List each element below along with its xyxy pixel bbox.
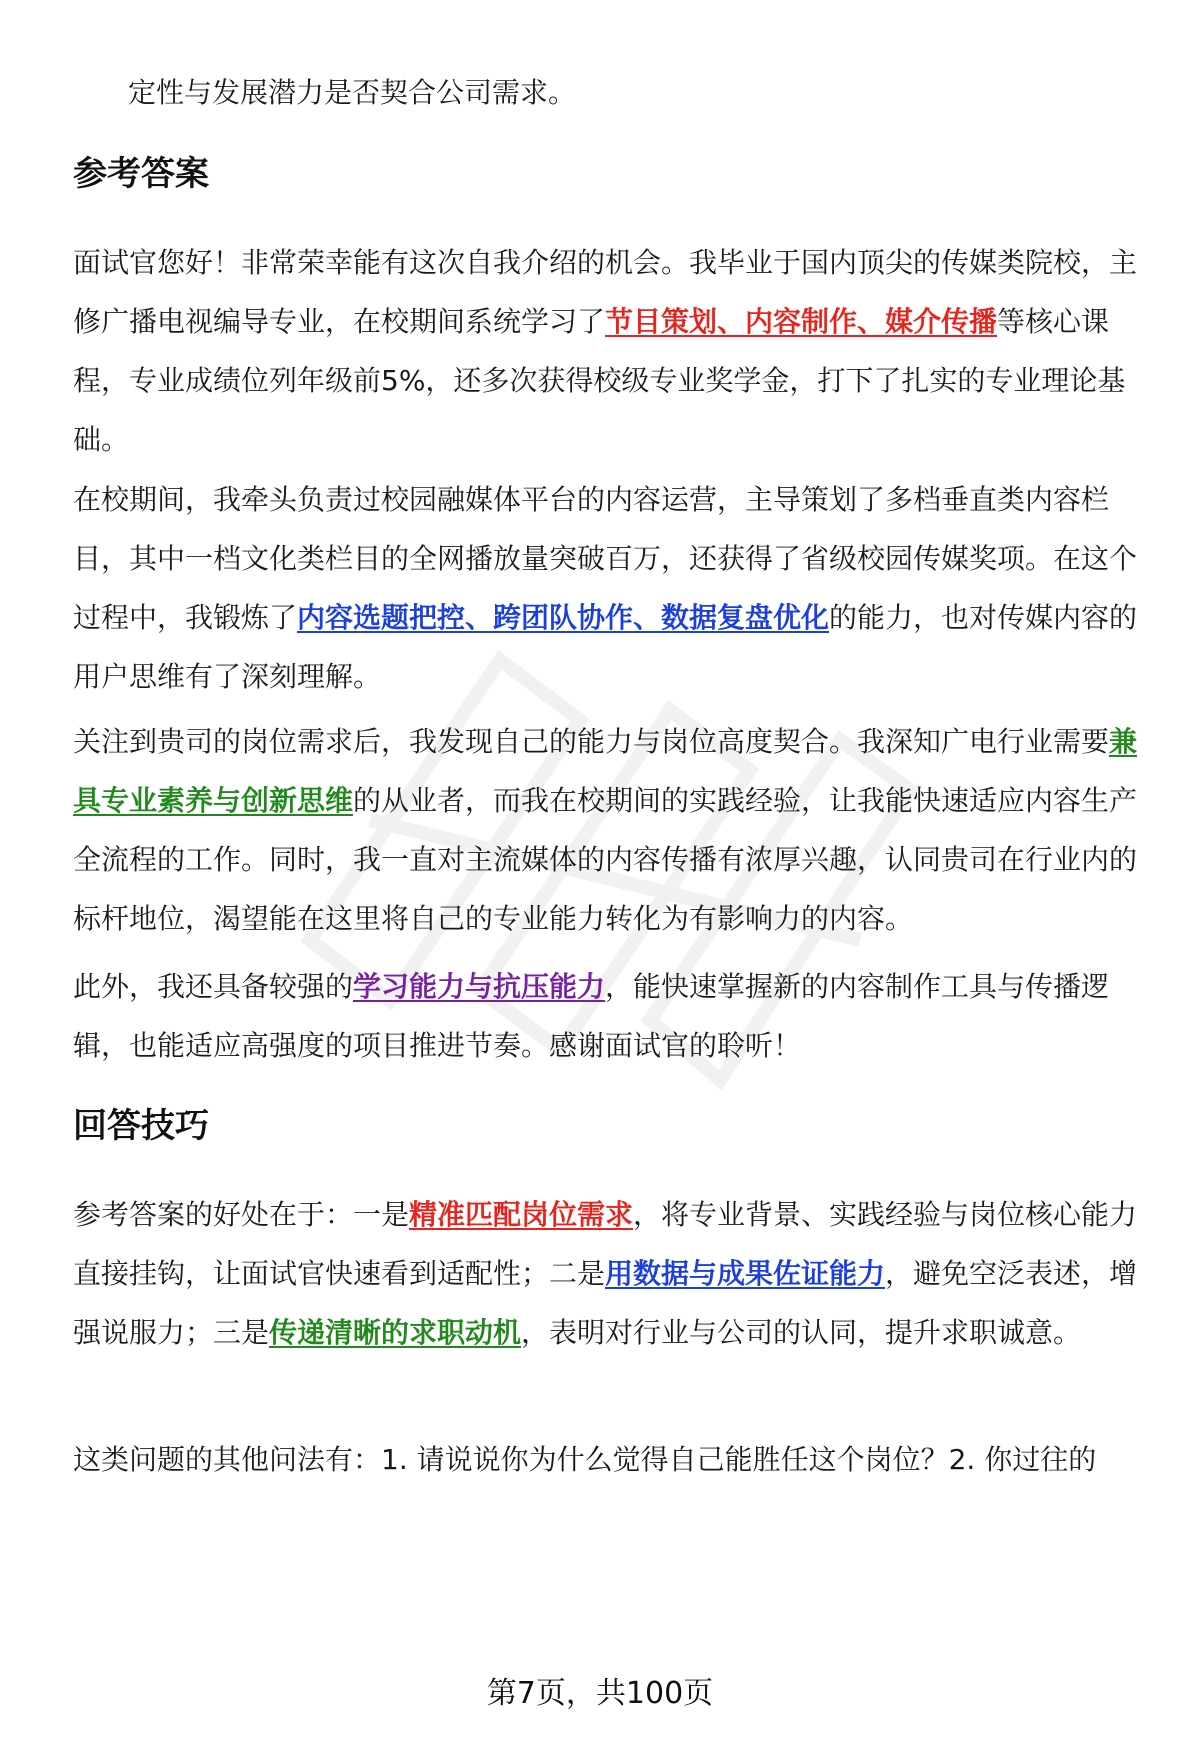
text-segment: 的从业者，而我在校期间的实践经验，让我能快速适应内容生产全流程的工作。同时，我一直对主流媒体的内容传播有浓厚兴趣，认同贵司在行业内的标杆地位，渴望能在这里将自己的专业能力转化为有影响力的内容。	[73, 784, 1138, 935]
text-segment: 参考答案的好处在于：一是	[73, 1198, 410, 1231]
highlight-abilities: 学习能力与抗压能力	[353, 970, 606, 1003]
text-segment: 关注到贵司的岗位需求后，我发现自己的能力与岗位高度契合。我深知广电行业需要	[73, 725, 1110, 758]
highlight-motivation: 传递清晰的求职动机	[269, 1316, 522, 1349]
page-number: 第7页，共100页	[486, 1676, 714, 1711]
tips-paragraph-1	[73, 1185, 1153, 1362]
answer-paragraph-2	[73, 470, 1153, 706]
answer-paragraph-3	[73, 712, 1153, 948]
highlight-skills: 内容选题把控、跨团队协作、数据复盘优化	[297, 601, 830, 634]
highlight-qualities: 兼具专业素养与创新思维	[73, 725, 1138, 817]
text-segment: ，能快速掌握新的内容制作工具与传播逻辑，也能适应高强度的项目推进节奏。感谢面试官的聆听！	[73, 970, 1110, 1062]
section-heading-tips: 回答技巧	[73, 1106, 209, 1146]
answer-paragraph-1	[73, 233, 1153, 469]
highlight-evidence: 用数据与成果佐证能力	[605, 1257, 886, 1290]
text-segment: ，将专业背景、实践经验与岗位核心能力直接挂钩，让面试官快速看到适配性；二是	[73, 1198, 1138, 1290]
section-heading-answer: 参考答案	[73, 154, 209, 194]
text-segment: ，避免空泛表述，增强说服力；三是	[73, 1257, 1138, 1349]
answer-paragraph-4	[73, 957, 1153, 1075]
text-segment: 的能力，也对传媒内容的用户思维有了深刻理解。	[73, 601, 1138, 693]
highlight-courses: 节目策划、内容制作、媒介传播	[605, 305, 998, 338]
text-segment: 此外，我还具备较强的	[73, 970, 354, 1003]
highlight-match: 精准匹配岗位需求	[409, 1198, 634, 1231]
text-segment: ，表明对行业与公司的认同，提升求职诚意。	[521, 1316, 1082, 1349]
continuation-text: 定性与发展潜力是否契合公司需求。	[128, 76, 577, 109]
text-segment: 面试官您好！非常荣幸能有这次自我介绍的机会。我毕业于国内顶尖的传媒类院校，主修广播电视编导专业，在校期间系统学习了	[73, 246, 1138, 338]
text-segment: 等核心课程，专业成绩位列年级前5%，还多次获得校级专业奖学金，打下了扎实的专业理论基础。	[73, 305, 1126, 456]
tips-paragraph-2: 这类问题的其他问法有：1. 请说说你为什么觉得自己能胜任这个岗位？2. 你过往的	[73, 1443, 1097, 1476]
text-segment: 在校期间，我牵头负责过校园融媒体平台的内容运营，主导策划了多档垂直类内容栏目，其中一档文化类栏目的全网播放量突破百万，还获得了省级校园传媒奖项。在这个过程中，我锻炼了	[73, 483, 1138, 634]
